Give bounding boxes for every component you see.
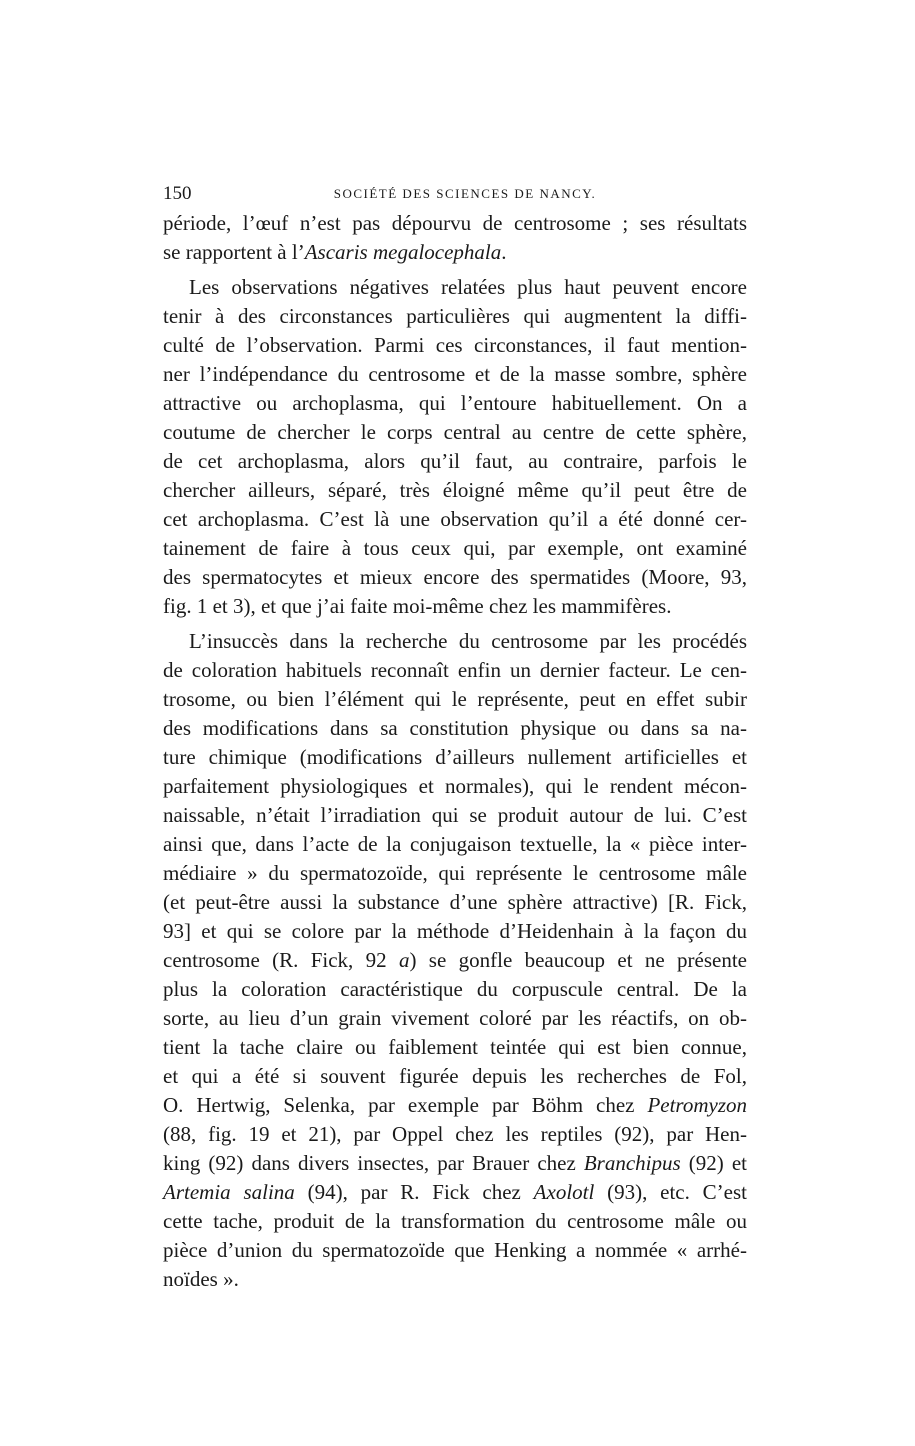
text-line: ainsi que, dans l’acte de la conjugaison textuelle, la « pièce inter- bbox=[163, 832, 747, 856]
text-line: fig. 1 et 3), et que j’ai faite moi-même chez les mammifères. bbox=[163, 594, 672, 618]
text-line: (88, fig. 19 et 21), par Oppel chez les reptiles (92), par Hen- bbox=[163, 1122, 747, 1146]
text-line: des spermatocytes et mieux encore des spermatides (Moore, 93, bbox=[163, 565, 747, 589]
text-line: de coloration habituels reconnaît enfin un dernier facteur. Le cen- bbox=[163, 658, 747, 682]
text-line: noïdes ». bbox=[163, 1267, 239, 1291]
text-line: se rapportent à l’Ascaris megalocephala. bbox=[163, 240, 507, 264]
text-line: pièce d’union du spermatozoïde que Henking a nommée « arrhé- bbox=[163, 1238, 747, 1262]
text-line: Artemia salina (94), par R. Fick chez Axolotl (93), etc. C’est bbox=[163, 1180, 747, 1204]
text-line: tenir à des circonstances particulières qui augmentent la diffi- bbox=[163, 304, 747, 328]
text-line: tainement de faire à tous ceux qui, par exemple, ont examiné bbox=[163, 536, 747, 560]
text-line: médiaire » du spermatozoïde, qui représente le centrosome mâle bbox=[163, 861, 747, 885]
text-line: tient la tache claire ou faiblement teintée qui est bien connue, bbox=[163, 1035, 747, 1059]
text-line: L’insuccès dans la recherche du centrosome par les procédés bbox=[189, 629, 747, 653]
text-line: chercher ailleurs, séparé, très éloigné même qu’il peut être de bbox=[163, 478, 747, 502]
text-line: (et peut-être aussi la substance d’une sphère attractive) [R. Fick, bbox=[163, 890, 747, 914]
text-line: cet archoplasma. C’est là une observation qu’il a été donné cer- bbox=[163, 507, 747, 531]
text-line: ture chimique (modifications d’ailleurs nullement artificielles et bbox=[163, 745, 747, 769]
paragraph bbox=[163, 627, 747, 1294]
text-line: naissable, n’était l’irradiation qui se produit autour de lui. C’est bbox=[163, 803, 747, 827]
text-line: période, l’œuf n’est pas dépourvu de centrosome ; ses résultats bbox=[163, 211, 747, 235]
text-line: coutume de chercher le corps central au centre de cette sphère, bbox=[163, 420, 747, 444]
text-line: Les observations négatives relatées plus haut peuvent encore bbox=[189, 275, 747, 299]
text-line: ner l’indépendance du centrosome et de la masse sombre, sphère bbox=[163, 362, 747, 386]
paragraph bbox=[163, 209, 747, 267]
paragraph bbox=[163, 273, 747, 621]
text-line: cette tache, produit de la transformation du centrosome mâle ou bbox=[163, 1209, 747, 1233]
body-text bbox=[163, 209, 747, 1294]
running-head: SOCIÉTÉ DES SCIENCES DE NANCY. bbox=[333, 186, 597, 201]
text-line: centrosome (R. Fick, 92 a) se gonfle beaucoup et ne présente bbox=[163, 948, 747, 972]
text-line: king (92) dans divers insectes, par Brauer chez Branchipus (92) et bbox=[163, 1151, 747, 1175]
text-line: plus la coloration caractéristique du corpuscule central. De la bbox=[163, 977, 747, 1001]
text-line: parfaitement physiologiques et normales), qui le rendent mécon- bbox=[163, 774, 747, 798]
text-line: 93] et qui se colore par la méthode d’Heidenhain à la façon du bbox=[163, 919, 747, 943]
text-line: des modifications dans sa constitution physique ou dans sa na- bbox=[163, 716, 747, 740]
text-line: et qui a été si souvent figurée depuis les recherches de Fol, bbox=[163, 1064, 747, 1088]
text-line: trosome, ou bien l’élément qui le représente, peut en effet subir bbox=[163, 687, 747, 711]
page-header bbox=[163, 181, 747, 207]
text-line: de cet archoplasma, alors qu’il faut, au contraire, parfois le bbox=[163, 449, 747, 473]
text-line: O. Hertwig, Selenka, par exemple par Böhm chez Petromyzon bbox=[163, 1093, 747, 1117]
text-line: sorte, au lieu d’un grain vivement coloré par les réactifs, on ob- bbox=[163, 1006, 747, 1030]
text-line: attractive ou archoplasma, qui l’entoure habituellement. On a bbox=[163, 391, 747, 415]
page-number: 150 bbox=[163, 183, 192, 204]
text-line: culté de l’observation. Parmi ces circonstances, il faut mention- bbox=[163, 333, 747, 357]
